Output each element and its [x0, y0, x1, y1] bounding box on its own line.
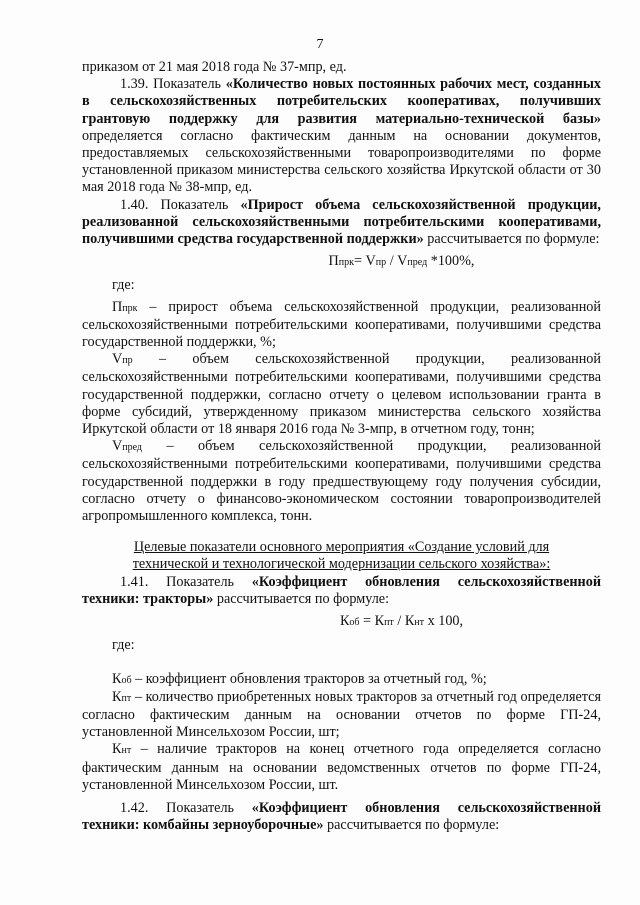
paragraph-1-40: 1.40. Показатель «Прирост объема сельскохозяйственной продукции, реализованной сельскохозяйственными потребительскими кооперативами, получившими средства государственной поддержки» рассчитывается по формуле:: [82, 196, 601, 248]
formula-kob: Коб = Кпт / Кнт х 100,: [339, 613, 464, 630]
document-body: [82, 59, 601, 834]
paragraph-1-39: 1.39. Показатель «Количество новых постоянных рабочих мест, созданных в сельскохозяйственных потребительских кооперативах, получивших грантовую поддержку для развития материально-технической базы» определяется согласно фактическим данным на основании документов, предоставляемых сельскохозяйственными товаропроизводителями по форме установленной приказом министерства сельского хозяйства Иркутской области от 30 мая 2018 года № 38-мпр, ед.: [82, 76, 601, 196]
definition-vpr: Vпр – объем сельскохозяйственной продукции, реализованной сельскохозяйственными потребительскими кооперативами, получившими средства государственной поддержки, согласно отчету о целевом использовании гранта в форме субсидий, утвержденному приказом министерства сельского хозяйства Иркутской области от 18 января 2016 года № 3-мпр, в отчетном году, тонн;: [82, 351, 601, 438]
paragraph-continuation: приказом от 21 мая 2018 года № 37-мпр, ед.: [82, 59, 347, 75]
definition-knt: Кнт – наличие тракторов на конец отчетного года определяется согласно фактическим данным на основании ведомственных отчетов по форме ГП-24, установленной Минсельхозом России, шт.: [82, 741, 601, 793]
definition-vpred: Vпред – объем сельскохозяйственной продукции, реализованной сельскохозяйственными потребительскими кооперативами, получившими средства государственной поддержки в году предшествующему году получения субсидии, согласно отчету о финансово-экономическом состоянии товаропроизводителей агропромышленного комплекса, тонн.: [82, 438, 601, 525]
indicator-title-1-41: «Коэффициент обновления сельскохозяйственной техники: тракторы»: [82, 573, 601, 607]
where-label: где:: [112, 277, 135, 294]
definition-pprk: Ппрк – прирост объема сельскохозяйственной продукции, реализованной сельскохозяйственными потребительскими кооперативами, получившими средства государственной поддержки, %;: [82, 298, 601, 351]
definition-kob: Коб – коэффициент обновления тракторов за отчетный год, %;: [112, 670, 487, 687]
indicator-title-1-42: «Коэффициент обновления сельскохозяйственной техники: комбайны зерноуборочные»: [82, 799, 601, 834]
formula-pprk: Ппрк= Vпр / Vпред *100%,: [328, 253, 475, 270]
indicator-title-1-40: «Прирост объема сельскохозяйственной продукции, реализованной сельскохозяйственными потребительскими кооперативами, получившими средства государственной поддержки»: [82, 196, 601, 248]
page-number: 7: [316, 37, 324, 52]
section-heading: Целевые показатели основного мероприятия «Создание условий для технической и технологической модернизации сельского хозяйства»:: [132, 539, 551, 573]
paragraph-1-42: 1.42. Показатель «Коэффициент обновления сельскохозяйственной техники: комбайны зерноуборочные» рассчитывается по формуле:: [82, 799, 601, 834]
where-label-2: где:: [112, 637, 135, 654]
paragraph-1-41: 1.41. Показатель «Коэффициент обновления сельскохозяйственной техники: тракторы» рассчитывается по формуле:: [82, 573, 601, 607]
indicator-title-1-39: «Количество новых постоянных рабочих мест, созданных в сельскохозяйственных потребительских кооперативах, получивших грантовую поддержку для развития материально-технической базы»: [82, 76, 601, 127]
definition-kpt: Кпт – количество приобретенных новых тракторов за отчетный год определяется согласно фактическим данным на основании отчетов по форме ГП-24, установленной Минсельхозом России, шт;: [82, 688, 601, 741]
